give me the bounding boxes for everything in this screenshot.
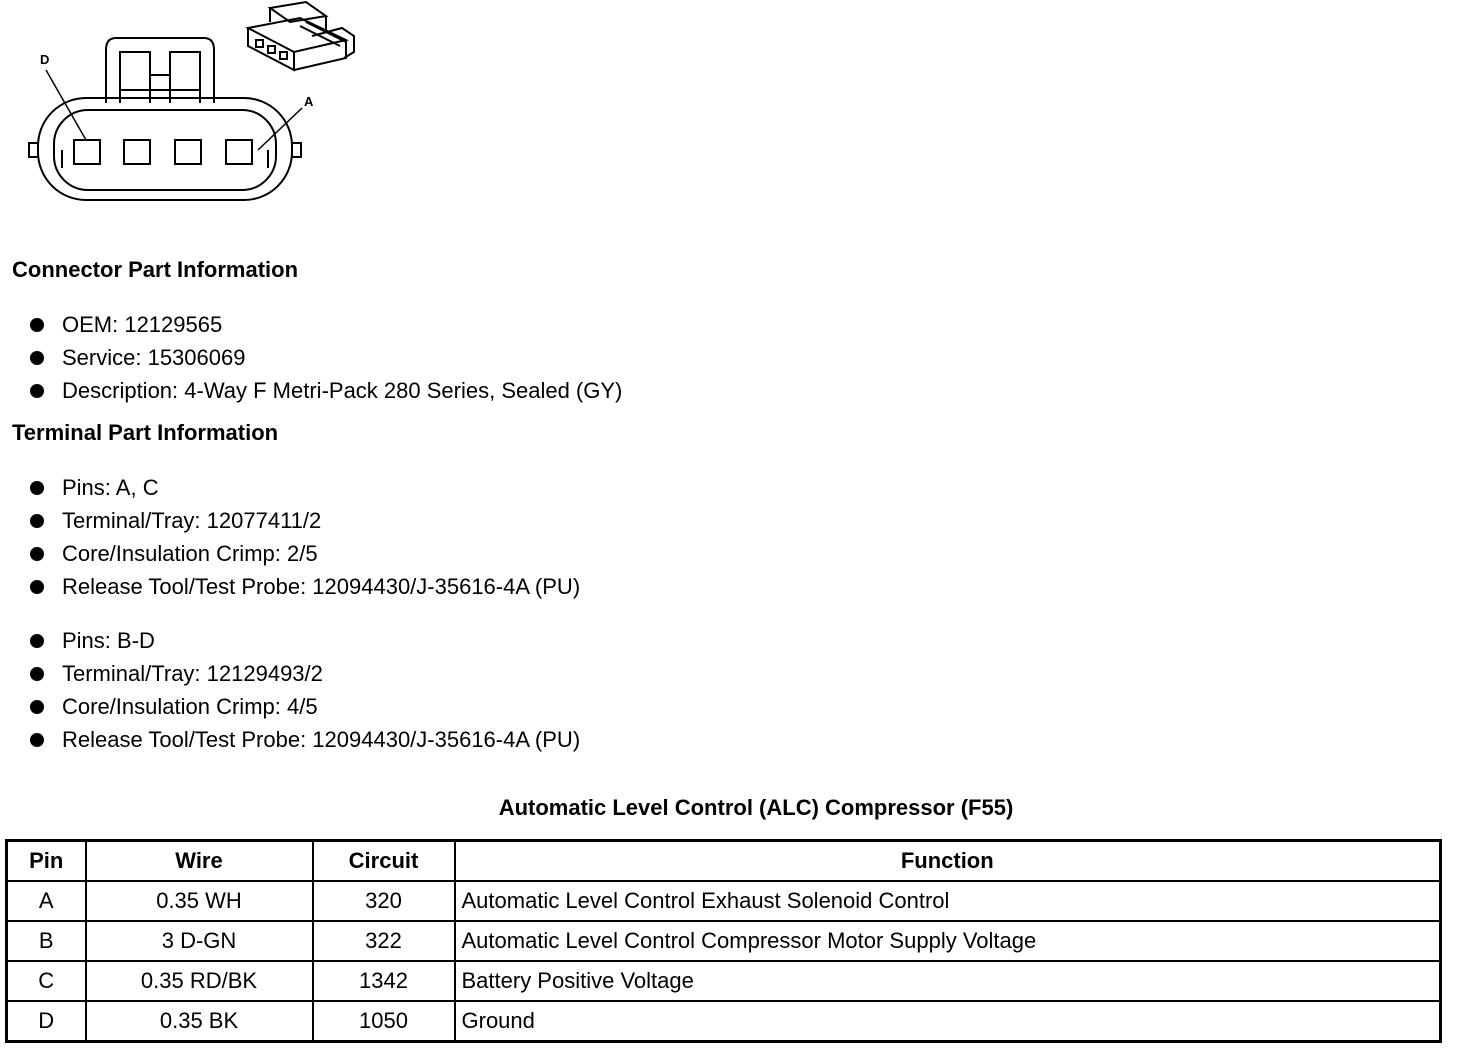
bullet-icon xyxy=(30,700,44,714)
header-circuit: Circuit xyxy=(313,841,455,882)
list-item: OEM: 12129565 xyxy=(0,308,622,341)
bullet-icon xyxy=(30,384,44,398)
bullet-icon xyxy=(30,547,44,561)
table-row xyxy=(7,921,1441,961)
table-header-row xyxy=(7,841,1441,882)
table-row xyxy=(7,881,1441,921)
list-item: Core/Insulation Crimp: 4/5 xyxy=(0,690,580,723)
cell-pin: A xyxy=(7,881,86,921)
list-item: Core/Insulation Crimp: 2/5 xyxy=(0,537,580,570)
cell-wire: 0.35 BK xyxy=(86,1001,313,1042)
table-title: Automatic Level Control (ALC) Compressor (F55) xyxy=(498,795,1014,820)
cell-circuit: 322 xyxy=(313,921,455,961)
terminal-part-heading: Terminal Part Information xyxy=(12,420,279,445)
cell-wire: 3 D-GN xyxy=(86,921,313,961)
terminal-group-2-list xyxy=(0,624,580,756)
connector-diagram xyxy=(0,0,380,215)
cell-function: Battery Positive Voltage xyxy=(455,961,1441,1001)
cell-wire: 0.35 RD/BK xyxy=(86,961,313,1001)
list-item: Release Tool/Test Probe: 12094430/J-35616-4A (PU) xyxy=(0,570,580,603)
bullet-icon xyxy=(30,351,44,365)
list-item: Pins: B-D xyxy=(0,624,580,657)
terminal-group-1-list xyxy=(0,471,580,603)
pinout-table xyxy=(5,839,1442,1043)
list-item: Terminal/Tray: 12129493/2 xyxy=(0,657,580,690)
list-item: Terminal/Tray: 12077411/2 xyxy=(0,504,580,537)
cell-pin: D xyxy=(7,1001,86,1042)
list-item: Service: 15306069 xyxy=(0,341,622,374)
header-function: Function xyxy=(455,841,1441,882)
pin-label-a: A xyxy=(304,94,314,109)
cell-pin: C xyxy=(7,961,86,1001)
header-wire: Wire xyxy=(86,841,313,882)
bullet-icon xyxy=(30,667,44,681)
cell-circuit: 1342 xyxy=(313,961,455,1001)
bullet-icon xyxy=(30,733,44,747)
table-row xyxy=(7,961,1441,1001)
connector-part-heading: Connector Part Information xyxy=(12,257,299,282)
cell-circuit: 320 xyxy=(313,881,455,921)
bullet-icon xyxy=(30,318,44,332)
table-row xyxy=(7,1001,1441,1042)
list-item: Description: 4-Way F Metri-Pack 280 Series, Sealed (GY) xyxy=(0,374,622,407)
bullet-icon xyxy=(30,514,44,528)
cell-function: Automatic Level Control Compressor Motor Supply Voltage xyxy=(455,921,1441,961)
bullet-icon xyxy=(30,580,44,594)
list-item: Pins: A, C xyxy=(0,471,580,504)
bullet-icon xyxy=(30,481,44,495)
cell-function: Automatic Level Control Exhaust Solenoid Control xyxy=(455,881,1441,921)
connector-part-list xyxy=(0,308,622,407)
cell-circuit: 1050 xyxy=(313,1001,455,1042)
cell-pin: B xyxy=(7,921,86,961)
bullet-icon xyxy=(30,634,44,648)
cell-function: Ground xyxy=(455,1001,1441,1042)
cell-wire: 0.35 WH xyxy=(86,881,313,921)
pin-label-d: D xyxy=(40,52,50,67)
header-pin: Pin xyxy=(7,841,86,882)
list-item: Release Tool/Test Probe: 12094430/J-35616-4A (PU) xyxy=(0,723,580,756)
